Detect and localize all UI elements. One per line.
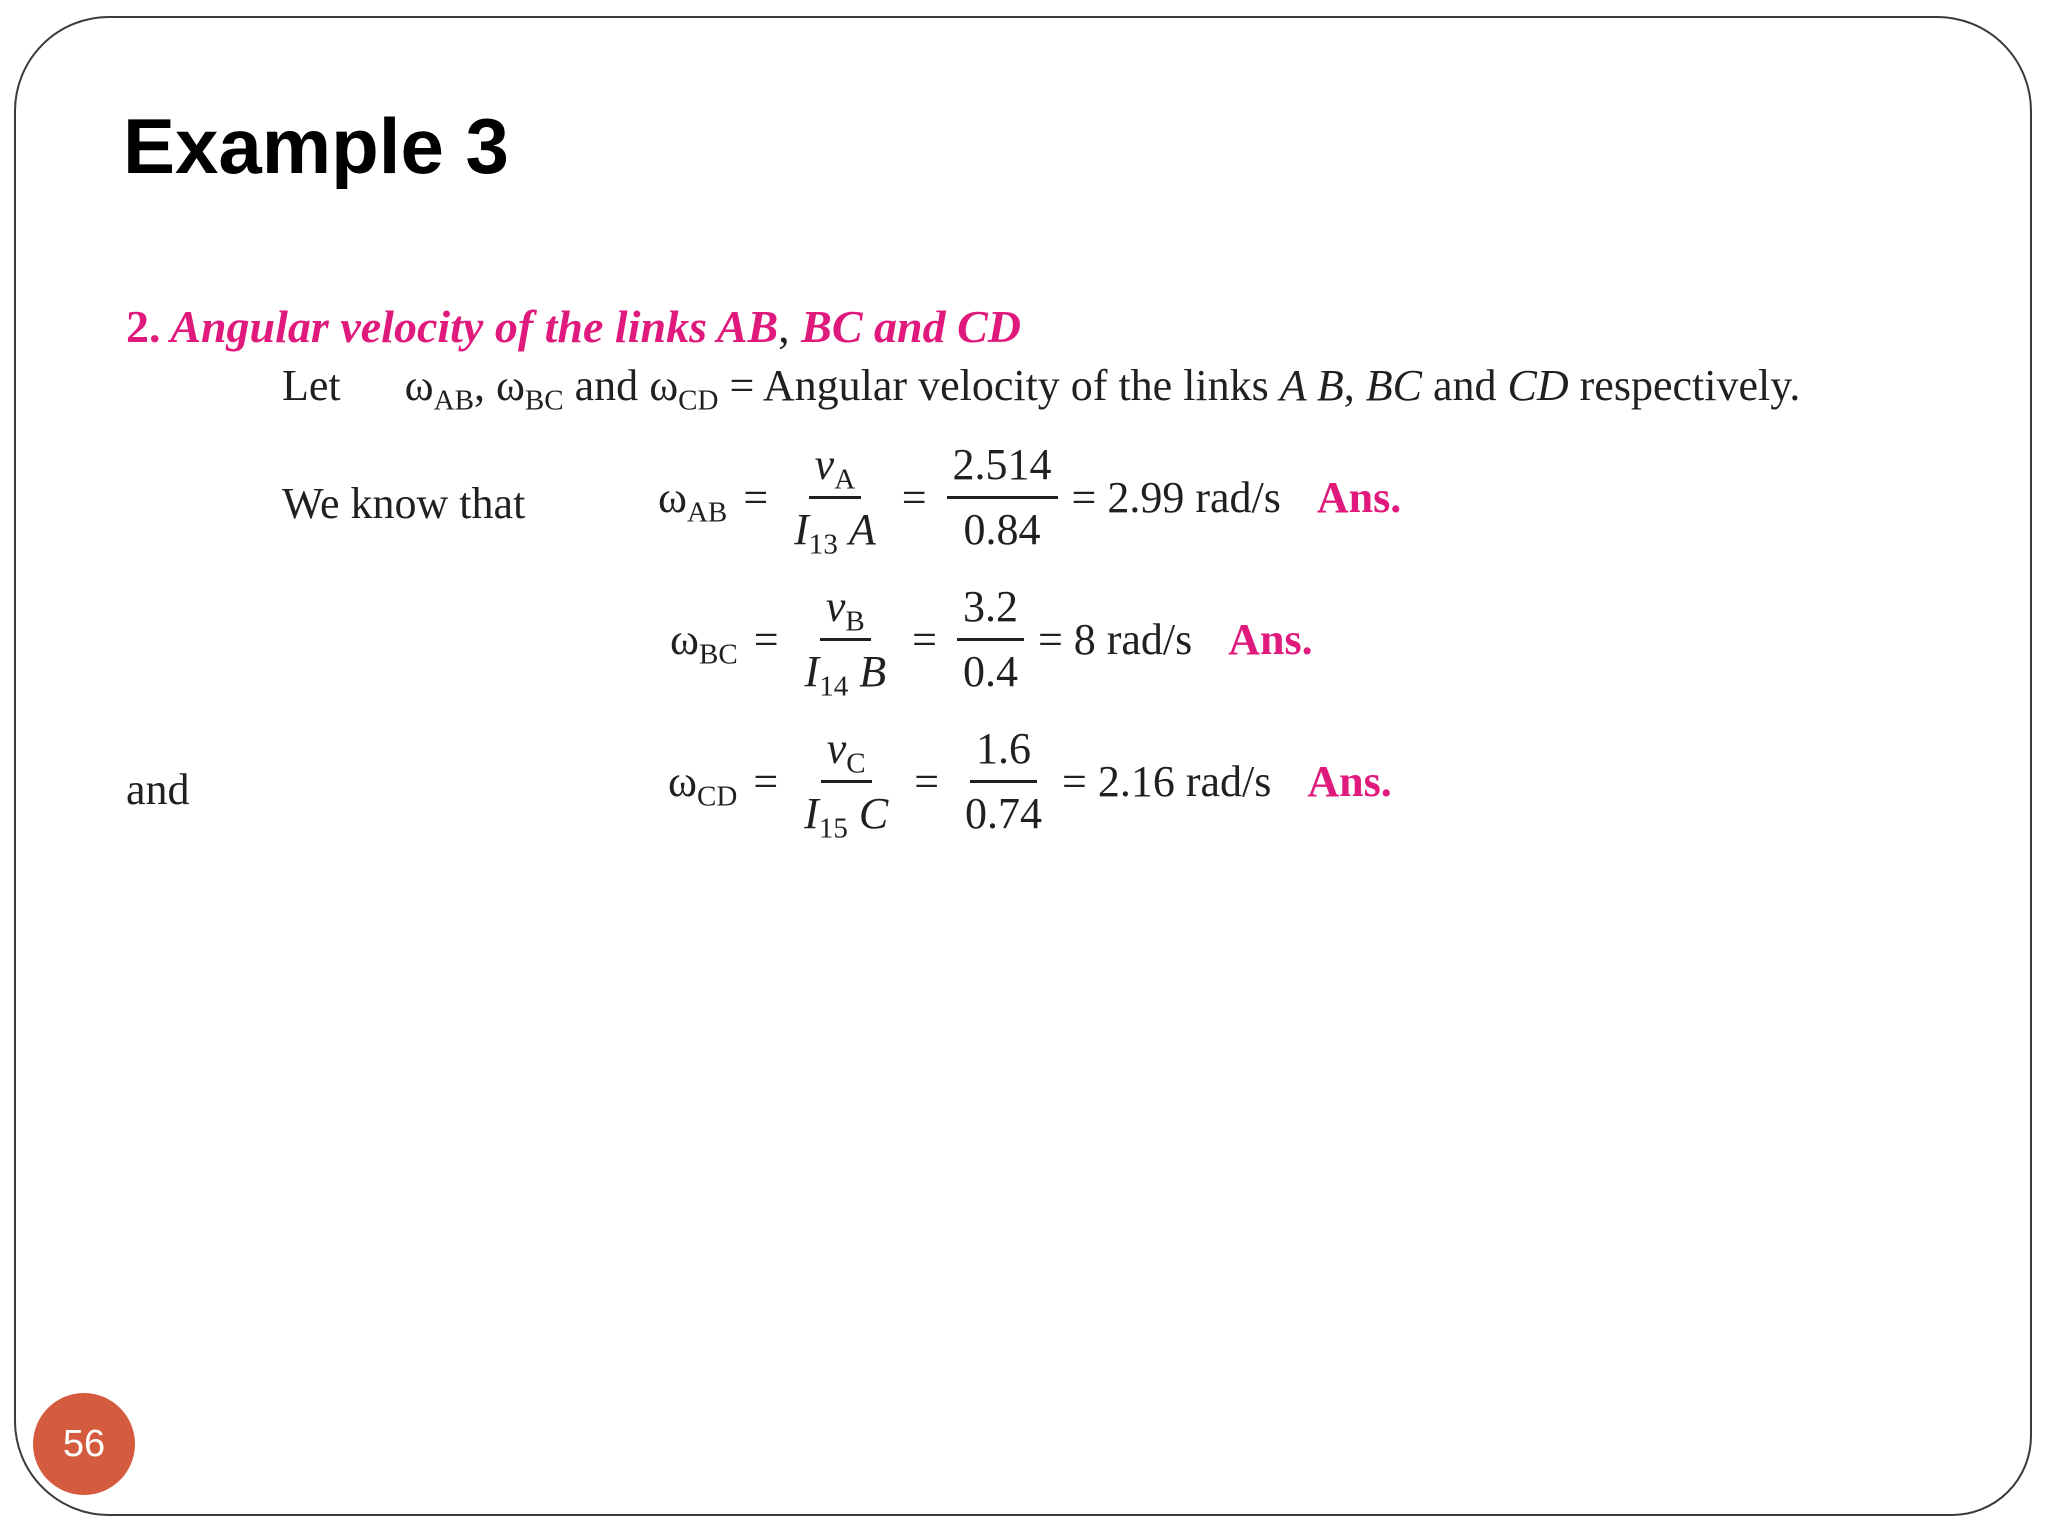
- velocity-symbol: v: [826, 724, 847, 773]
- definition-text: = Angular velocity of the links: [729, 361, 1269, 410]
- subscript-cd: CD: [678, 384, 719, 417]
- separator: ,: [473, 361, 485, 410]
- section-heading-part2: BC and CD: [801, 301, 1021, 352]
- answer-label: Ans.: [1307, 757, 1392, 806]
- point-letter: A: [848, 505, 876, 554]
- result-value: = 8 rad/s: [1037, 615, 1193, 664]
- omega-symbol: ω: [668, 757, 697, 806]
- velocity-subscript: A: [834, 463, 856, 496]
- value-fraction: [947, 434, 1058, 561]
- answer-label: Ans.: [1228, 615, 1313, 664]
- and-word: and: [574, 361, 639, 410]
- numerator-value: 3.2: [957, 576, 1024, 641]
- icentre-symbol: I: [794, 505, 809, 554]
- result-value: = 2.16 rad/s: [1062, 757, 1272, 806]
- numerator-value: 1.6: [970, 718, 1037, 783]
- and-word: and: [1432, 361, 1497, 410]
- omega-subscript: CD: [696, 780, 738, 813]
- let-word: Let: [282, 361, 341, 410]
- subscript-ab: AB: [433, 384, 474, 417]
- value-fraction: [959, 718, 1048, 845]
- point-letter: B: [859, 647, 887, 696]
- velocity-fraction: [798, 718, 894, 845]
- icentre-symbol: I: [804, 647, 820, 696]
- denominator-value: 0.74: [965, 789, 1043, 838]
- equation-prefix: We know that: [282, 479, 526, 528]
- omega-symbol: ω: [404, 361, 434, 410]
- slide-title: Example 3: [123, 102, 509, 190]
- equation-omega-ab: $\omega_{AB}$ = $\frac{v_A}{I_{13} A}$ = $\frac{2.514}{0.84}$ = 2.99 rad/s Ans.: [658, 434, 1401, 561]
- velocity-symbol: v: [825, 582, 846, 631]
- omega-symbol: ω: [670, 615, 699, 664]
- subscript-bc: BC: [524, 384, 564, 417]
- velocity-subscript: B: [845, 605, 865, 638]
- omega-symbol: ω: [649, 361, 679, 410]
- velocity-subscript: C: [846, 747, 866, 780]
- icentre-subscript: 15: [818, 812, 848, 845]
- point-letter: C: [858, 789, 889, 838]
- page-number-badge: 56: [33, 1393, 135, 1495]
- equation-omega-cd: $\omega_{CD}$ = $\frac{v_C}{I_{15} C}$ = $\frac{1.6}{0.74}$ = 2.16 rad/s Ans.: [668, 718, 1392, 845]
- omega-subscript: BC: [698, 638, 738, 671]
- link-ab: A B: [1279, 361, 1344, 410]
- omega-symbol: ω: [495, 361, 525, 410]
- icentre-subscript: 13: [808, 528, 838, 561]
- denominator-value: 0.4: [962, 647, 1018, 696]
- omega-symbol: ω: [658, 473, 687, 522]
- omega-subscript: AB: [686, 496, 728, 529]
- equation-prefix: and: [126, 765, 190, 814]
- equation-omega-bc: $\omega_{BC}$ = $\frac{v_B}{I_{14} B}$ = $\frac{3.2}{0.4}$ = 8 rad/s Ans.: [670, 576, 1313, 703]
- section-number: 2.: [126, 301, 161, 352]
- icentre-symbol: I: [804, 789, 819, 838]
- definition-tail: respectively.: [1579, 361, 1801, 410]
- denominator-value: 0.84: [963, 505, 1041, 554]
- answer-label: Ans.: [1316, 473, 1402, 522]
- definition-line: Let $\omega_{AB}$, $\omega_{BC}$ and $\omega_{CD}$ = Angular velocity of the links A B, BC and CD respectively.: [282, 361, 1801, 417]
- section-heading: [126, 300, 1021, 353]
- link-cd: CD: [1507, 361, 1569, 410]
- section-heading-comma: ,: [778, 301, 790, 352]
- icentre-subscript: 14: [819, 670, 849, 703]
- value-fraction: [957, 576, 1024, 703]
- result-value: = 2.99 rad/s: [1071, 473, 1281, 522]
- velocity-fraction: [799, 576, 893, 703]
- velocity-fraction: [788, 434, 882, 561]
- section-heading-part1: Angular velocity of the links AB: [170, 301, 779, 352]
- numerator-value: 2.514: [947, 434, 1058, 499]
- velocity-symbol: v: [814, 440, 835, 489]
- link-bc: BC: [1365, 361, 1422, 410]
